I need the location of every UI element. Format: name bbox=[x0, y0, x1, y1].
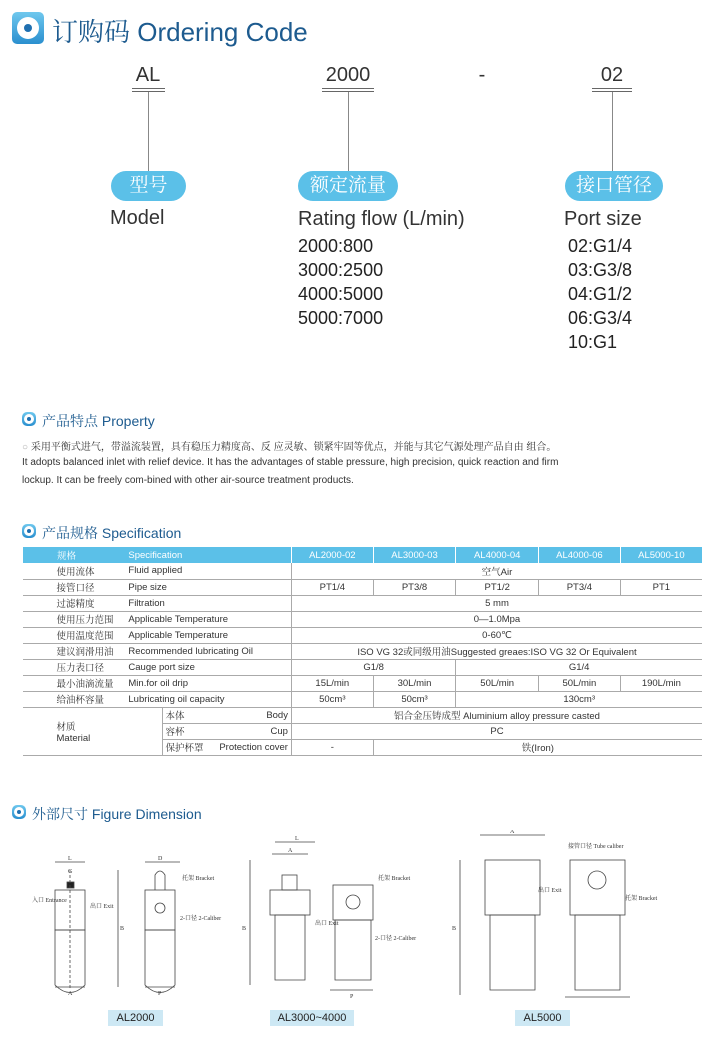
flow-value: 2000:800 bbox=[298, 236, 374, 256]
dim-label: B bbox=[452, 926, 457, 932]
dim-label: B bbox=[242, 926, 247, 932]
cell-value: PT1 bbox=[620, 579, 702, 595]
cell-value: 50cm³ bbox=[373, 691, 456, 707]
material-en: Material bbox=[56, 732, 91, 744]
row-label-en: Applicable Temperature bbox=[125, 627, 291, 643]
table-row bbox=[23, 691, 703, 707]
row-label-cn: 接管口径 bbox=[23, 579, 126, 595]
cell-value: 190L/min bbox=[620, 675, 702, 691]
al3000-front-drawing bbox=[242, 836, 339, 985]
table-row bbox=[23, 563, 703, 579]
pill-port: 接口管径 bbox=[565, 171, 663, 201]
cell-value: PT3/4 bbox=[539, 579, 621, 595]
dim-label: G bbox=[68, 869, 73, 875]
caption-al2000: AL2000 bbox=[108, 1010, 163, 1026]
dim-label: P bbox=[158, 991, 162, 997]
row-label-en: Body bbox=[207, 707, 292, 723]
pill-flow: 额定流量 bbox=[298, 171, 398, 201]
row-label-cn: 给油杯容量 bbox=[23, 691, 126, 707]
cell-value: PT3/8 bbox=[373, 579, 456, 595]
cell-value: 空气Air bbox=[291, 563, 702, 579]
cell-value: 50cm³ bbox=[291, 691, 373, 707]
dim-label: A bbox=[510, 830, 515, 835]
section-icon bbox=[12, 805, 26, 819]
label-port: Port size bbox=[564, 208, 642, 230]
al2000-front-drawing bbox=[32, 856, 124, 997]
entrance-label: 入口 Entrance bbox=[32, 898, 67, 904]
row-label-en: Lubricating oil capacity bbox=[125, 691, 291, 707]
cell-value: 铝合金压铸成型 Aluminium alloy pressure casted bbox=[291, 707, 702, 723]
bracket-label: 托架 Bracket bbox=[182, 876, 215, 882]
label-model: Model bbox=[110, 207, 165, 229]
material-cn: 材质 bbox=[56, 721, 76, 733]
cell-value: 30L/min bbox=[373, 675, 456, 691]
dim-label: D bbox=[158, 856, 163, 862]
port-value: 03:G3/8 bbox=[568, 260, 633, 280]
row-label-cn: 使用流体 bbox=[23, 563, 126, 579]
dimension-drawings bbox=[20, 830, 710, 1005]
row-label-en: Min.for oil drip bbox=[125, 675, 291, 691]
row-label-cn: 建议润滑用油 bbox=[23, 643, 126, 659]
flow-values bbox=[298, 234, 383, 330]
table-row bbox=[23, 595, 703, 611]
row-label-cn: 本体 bbox=[162, 707, 207, 723]
flow-value: 3000:2500 bbox=[298, 260, 384, 280]
port-value: 04:G1/2 bbox=[568, 284, 633, 304]
cell-value: 50L/min bbox=[539, 675, 621, 691]
port-value: 10:G1 bbox=[568, 332, 618, 352]
table-row bbox=[23, 659, 703, 675]
flow-value: 4000:5000 bbox=[298, 284, 384, 304]
cell-value: PT1/2 bbox=[456, 579, 539, 595]
cell-value: 5 mm bbox=[291, 595, 702, 611]
exit-label: 出口 Exit bbox=[90, 904, 114, 910]
table-row bbox=[23, 643, 703, 659]
cell-value: ISO VG 32或同级用油Suggested greaes:ISO VG 32 Or Equivalent bbox=[291, 643, 702, 659]
flow-value: 5000:7000 bbox=[298, 308, 384, 328]
cell-value: 0-60℃ bbox=[291, 627, 702, 643]
cell-value: - bbox=[291, 739, 373, 755]
code-model: AL bbox=[135, 64, 161, 86]
cell-value: 0—1.0Mpa bbox=[291, 611, 702, 627]
al3000-side-drawing bbox=[330, 874, 416, 1000]
section-icon bbox=[22, 412, 36, 426]
material-label bbox=[23, 707, 163, 755]
section-icon bbox=[22, 524, 36, 538]
row-label-en: Protection cover bbox=[207, 739, 292, 755]
port-value: 06:G3/4 bbox=[568, 308, 633, 328]
label-flow: Rating flow (L/min) bbox=[298, 208, 465, 230]
row-label-en: Recommended lubricating Oil bbox=[125, 643, 291, 659]
row-label-cn: 过滤精度 bbox=[23, 595, 126, 611]
port-value: 02:G1/4 bbox=[568, 236, 633, 256]
al5000-front-drawing bbox=[452, 830, 562, 995]
cell-value: 铁(Iron) bbox=[373, 739, 702, 755]
row-label-en: Cauge port size bbox=[125, 659, 291, 675]
code-port: 02 bbox=[600, 64, 624, 86]
pill-model: 型号 bbox=[111, 171, 186, 201]
header-cell: AL5000-10 bbox=[620, 547, 702, 563]
cell-value: PT1/4 bbox=[291, 579, 373, 595]
code-flow: 2000 bbox=[325, 64, 371, 86]
spec-table bbox=[22, 547, 702, 756]
row-label-cn: 压力表口径 bbox=[23, 659, 126, 675]
property-cn-text: 采用平衡式进气，带溢流装置，具有稳压力精度高、反 应灵敏、锁紧牢固等优点，并能与其它气源处理产品自由 组合。 bbox=[30, 442, 557, 453]
cell-value: G1/8 bbox=[291, 659, 455, 675]
brand-logo-icon bbox=[12, 12, 44, 44]
exit-label: 出口 Exit bbox=[315, 921, 339, 927]
row-label-cn: 保护杯罩 bbox=[162, 739, 207, 755]
header-cell: Specification bbox=[125, 547, 291, 563]
property-title: 产品特点 Property bbox=[42, 413, 155, 429]
figure-title: 外部尺寸 Figure Dimension bbox=[32, 806, 202, 822]
bullet-icon: ○ bbox=[22, 442, 31, 453]
row-label-en: Applicable Temperature bbox=[125, 611, 291, 627]
dim-label: A bbox=[288, 848, 293, 854]
caliber-label: 2-口径 2-Caliber bbox=[180, 916, 222, 922]
dim-label: P bbox=[350, 994, 354, 1000]
row-label-cn: 使用温度范围 bbox=[23, 627, 126, 643]
table-row bbox=[23, 707, 703, 723]
table-header bbox=[23, 547, 703, 563]
row-label-en: Fluid applied bbox=[125, 563, 291, 579]
row-label-cn: 使用压力范围 bbox=[23, 611, 126, 627]
row-label-en: Cup bbox=[207, 723, 292, 739]
caption-al3000: AL3000~4000 bbox=[270, 1010, 354, 1026]
property-cn bbox=[22, 438, 556, 453]
table-row bbox=[23, 579, 703, 595]
caption-al5000: AL5000 bbox=[515, 1010, 570, 1026]
code-dash: - bbox=[478, 64, 486, 86]
bracket-label: 托架 Bracket bbox=[625, 896, 658, 902]
al2000-side-drawing bbox=[145, 856, 221, 997]
row-label-en: Pipe size bbox=[125, 579, 291, 595]
cell-value: 15L/min bbox=[291, 675, 373, 691]
header-cell: AL2000-02 bbox=[291, 547, 373, 563]
header-cell: AL3000-03 bbox=[373, 547, 456, 563]
dim-label: A bbox=[68, 991, 73, 997]
al5000-side-drawing bbox=[565, 842, 657, 997]
tube-label: 接管口径 Tube caliber bbox=[568, 844, 624, 850]
page-title: 订购码 Ordering Code bbox=[52, 17, 308, 47]
cell-value: 130cm³ bbox=[456, 691, 702, 707]
header-cell: AL4000-06 bbox=[539, 547, 621, 563]
header-cell: AL4000-04 bbox=[456, 547, 539, 563]
row-label-cn: 容杯 bbox=[162, 723, 207, 739]
dim-label: L bbox=[68, 856, 72, 862]
bracket-label: 托架 Bracket bbox=[378, 876, 411, 882]
cell-value: PC bbox=[291, 723, 702, 739]
header-cell: 规格 bbox=[23, 547, 126, 563]
spec-title: 产品规格 Specification bbox=[42, 525, 182, 541]
row-label-en: Filtration bbox=[125, 595, 291, 611]
cell-value: 50L/min bbox=[456, 675, 539, 691]
dim-label: B bbox=[120, 926, 125, 932]
dim-label: L bbox=[295, 836, 299, 842]
row-label-cn: 最小油滴流量 bbox=[23, 675, 126, 691]
property-en-1: It adopts balanced inlet with relief device. It has the advantages of stable pressure, high precision, quick reaction and firm bbox=[22, 457, 559, 468]
table-row bbox=[23, 675, 703, 691]
table-row bbox=[23, 611, 703, 627]
caliber-label: 2-口径 2-Caliber bbox=[375, 936, 417, 942]
port-values bbox=[568, 234, 632, 354]
exit-label: 出口 Exit bbox=[538, 888, 562, 894]
table-row bbox=[23, 627, 703, 643]
cell-value: G1/4 bbox=[456, 659, 702, 675]
property-en-2: lockup. It can be freely com-bined with other air-source treatment products. bbox=[22, 475, 354, 486]
